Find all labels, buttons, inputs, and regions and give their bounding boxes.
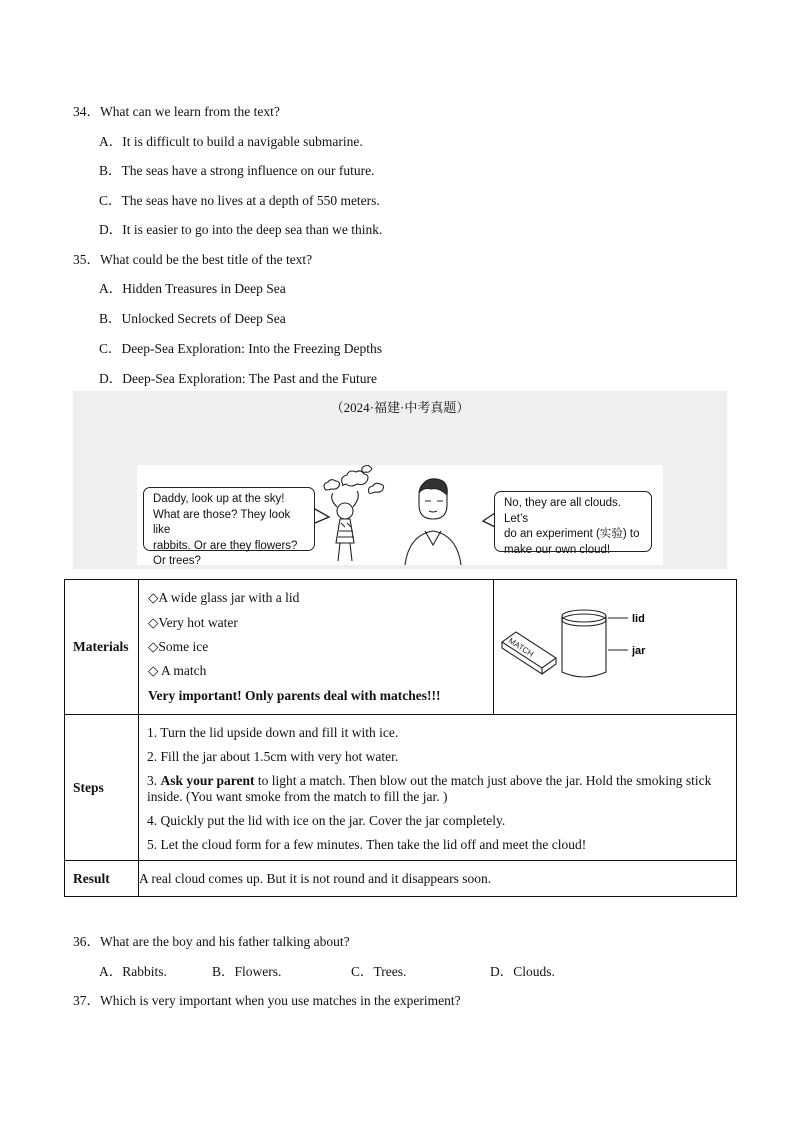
materials-warning: Very important! Only parents deal with matches!!! [148,687,441,703]
question-34-stem: 34．What can we learn from the text? [73,104,280,119]
match-box-label: MATCH [506,636,536,659]
boy-bubble-line: Or trees? [153,555,201,567]
question-36-option-b: B．Flowers. [212,964,282,979]
result-label: Result [65,861,139,897]
materials-picture-cell [494,580,737,715]
steps-label: Steps [65,715,139,861]
materials-label: Materials [65,580,139,715]
father-bubble-line: make our own cloud! [504,543,611,556]
materials-row [65,580,737,715]
materials-list [139,580,494,715]
boy-figure [332,491,359,561]
question-35-option-c: C．Deep-Sea Exploration: Into the Freezing Depths [99,341,383,356]
father-bubble-line: No, they are all clouds. Let’s [504,497,621,525]
jar-label: jar [632,645,646,657]
material-item: ◇A wide glass jar with a lid [148,590,300,606]
source-label: （2024·福建·中考真题） [330,400,470,415]
question-35-option-d: D．Deep-Sea Exploration: The Past and the Future [99,371,377,386]
cartoon-figure [73,391,727,569]
question-35-option-a: A．Hidden Treasures in Deep Sea [99,281,286,296]
result-row [65,861,737,897]
question-36-option-a: A．Rabbits. [99,964,167,979]
result-text: A real cloud comes up. But it is not round and it disappears soon. [139,861,737,897]
boy-speech-bubble [143,487,315,567]
question-36-option-c: C．Trees. [351,964,407,979]
question-34-option-d: D．It is easier to go into the deep sea than we think. [99,222,383,237]
steps-list [139,715,737,861]
father-figure [405,479,461,565]
question-34-option-c: C．The seas have no lives at a depth of 550 meters. [99,193,380,208]
material-item: ◇ A match [148,663,207,679]
material-item: ◇Very hot water [148,614,238,630]
jar-and-match-illustration [494,580,734,710]
step-3-bold: Ask your parent [160,772,255,788]
question-37-stem: 37．Which is very important when you use matches in the experiment? [73,993,461,1008]
question-34-option-b: B．The seas have a strong influence on our future. [99,163,375,178]
step-item-3 [139,773,736,805]
step-item: 2. Fill the jar about 1.5cm with very hot water. [147,748,399,764]
father-bubble-line: do an experiment (实验) to [504,528,640,540]
father-speech-bubble [494,491,652,556]
experiment-table [64,579,737,897]
step-item: 4. Quickly put the lid with ice on the jar. Cover the jar completely. [147,812,506,828]
question-36-option-d: D．Clouds. [490,964,555,979]
question-36-stem: 36．What are the boy and his father talking about? [73,934,350,949]
boy-bubble-line: rabbits. Or are they flowers? [153,539,298,552]
boy-bubble-line: Daddy, look up at the sky! [153,493,285,505]
step-item: 1. Turn the lid upside down and fill it with ice. [147,724,399,740]
material-item: ◇Some ice [148,638,209,654]
cloud-icons [324,465,384,493]
step-3-number: 3. [147,772,158,788]
lid-label: lid [632,613,645,625]
step-3-text: to light a match. Then blow out the match just above the jar. Hold the smoking stick inside. (You want smoke from the match to fill the jar. ) [147,772,712,804]
cartoon-panel [137,465,663,565]
boy-bubble-line: What are those? They look like [153,508,291,536]
question-34-option-a: A．It is difficult to build a navigable submarine. [99,134,363,149]
steps-row [65,715,737,861]
question-35-option-b: B．Unlocked Secrets of Deep Sea [99,311,286,326]
cartoon-illustration [307,465,497,565]
question-35-stem: 35．What could be the best title of the text? [73,252,313,267]
step-item: 5. Let the cloud form for a few minutes. Then take the lid off and meet the cloud! [147,836,587,852]
